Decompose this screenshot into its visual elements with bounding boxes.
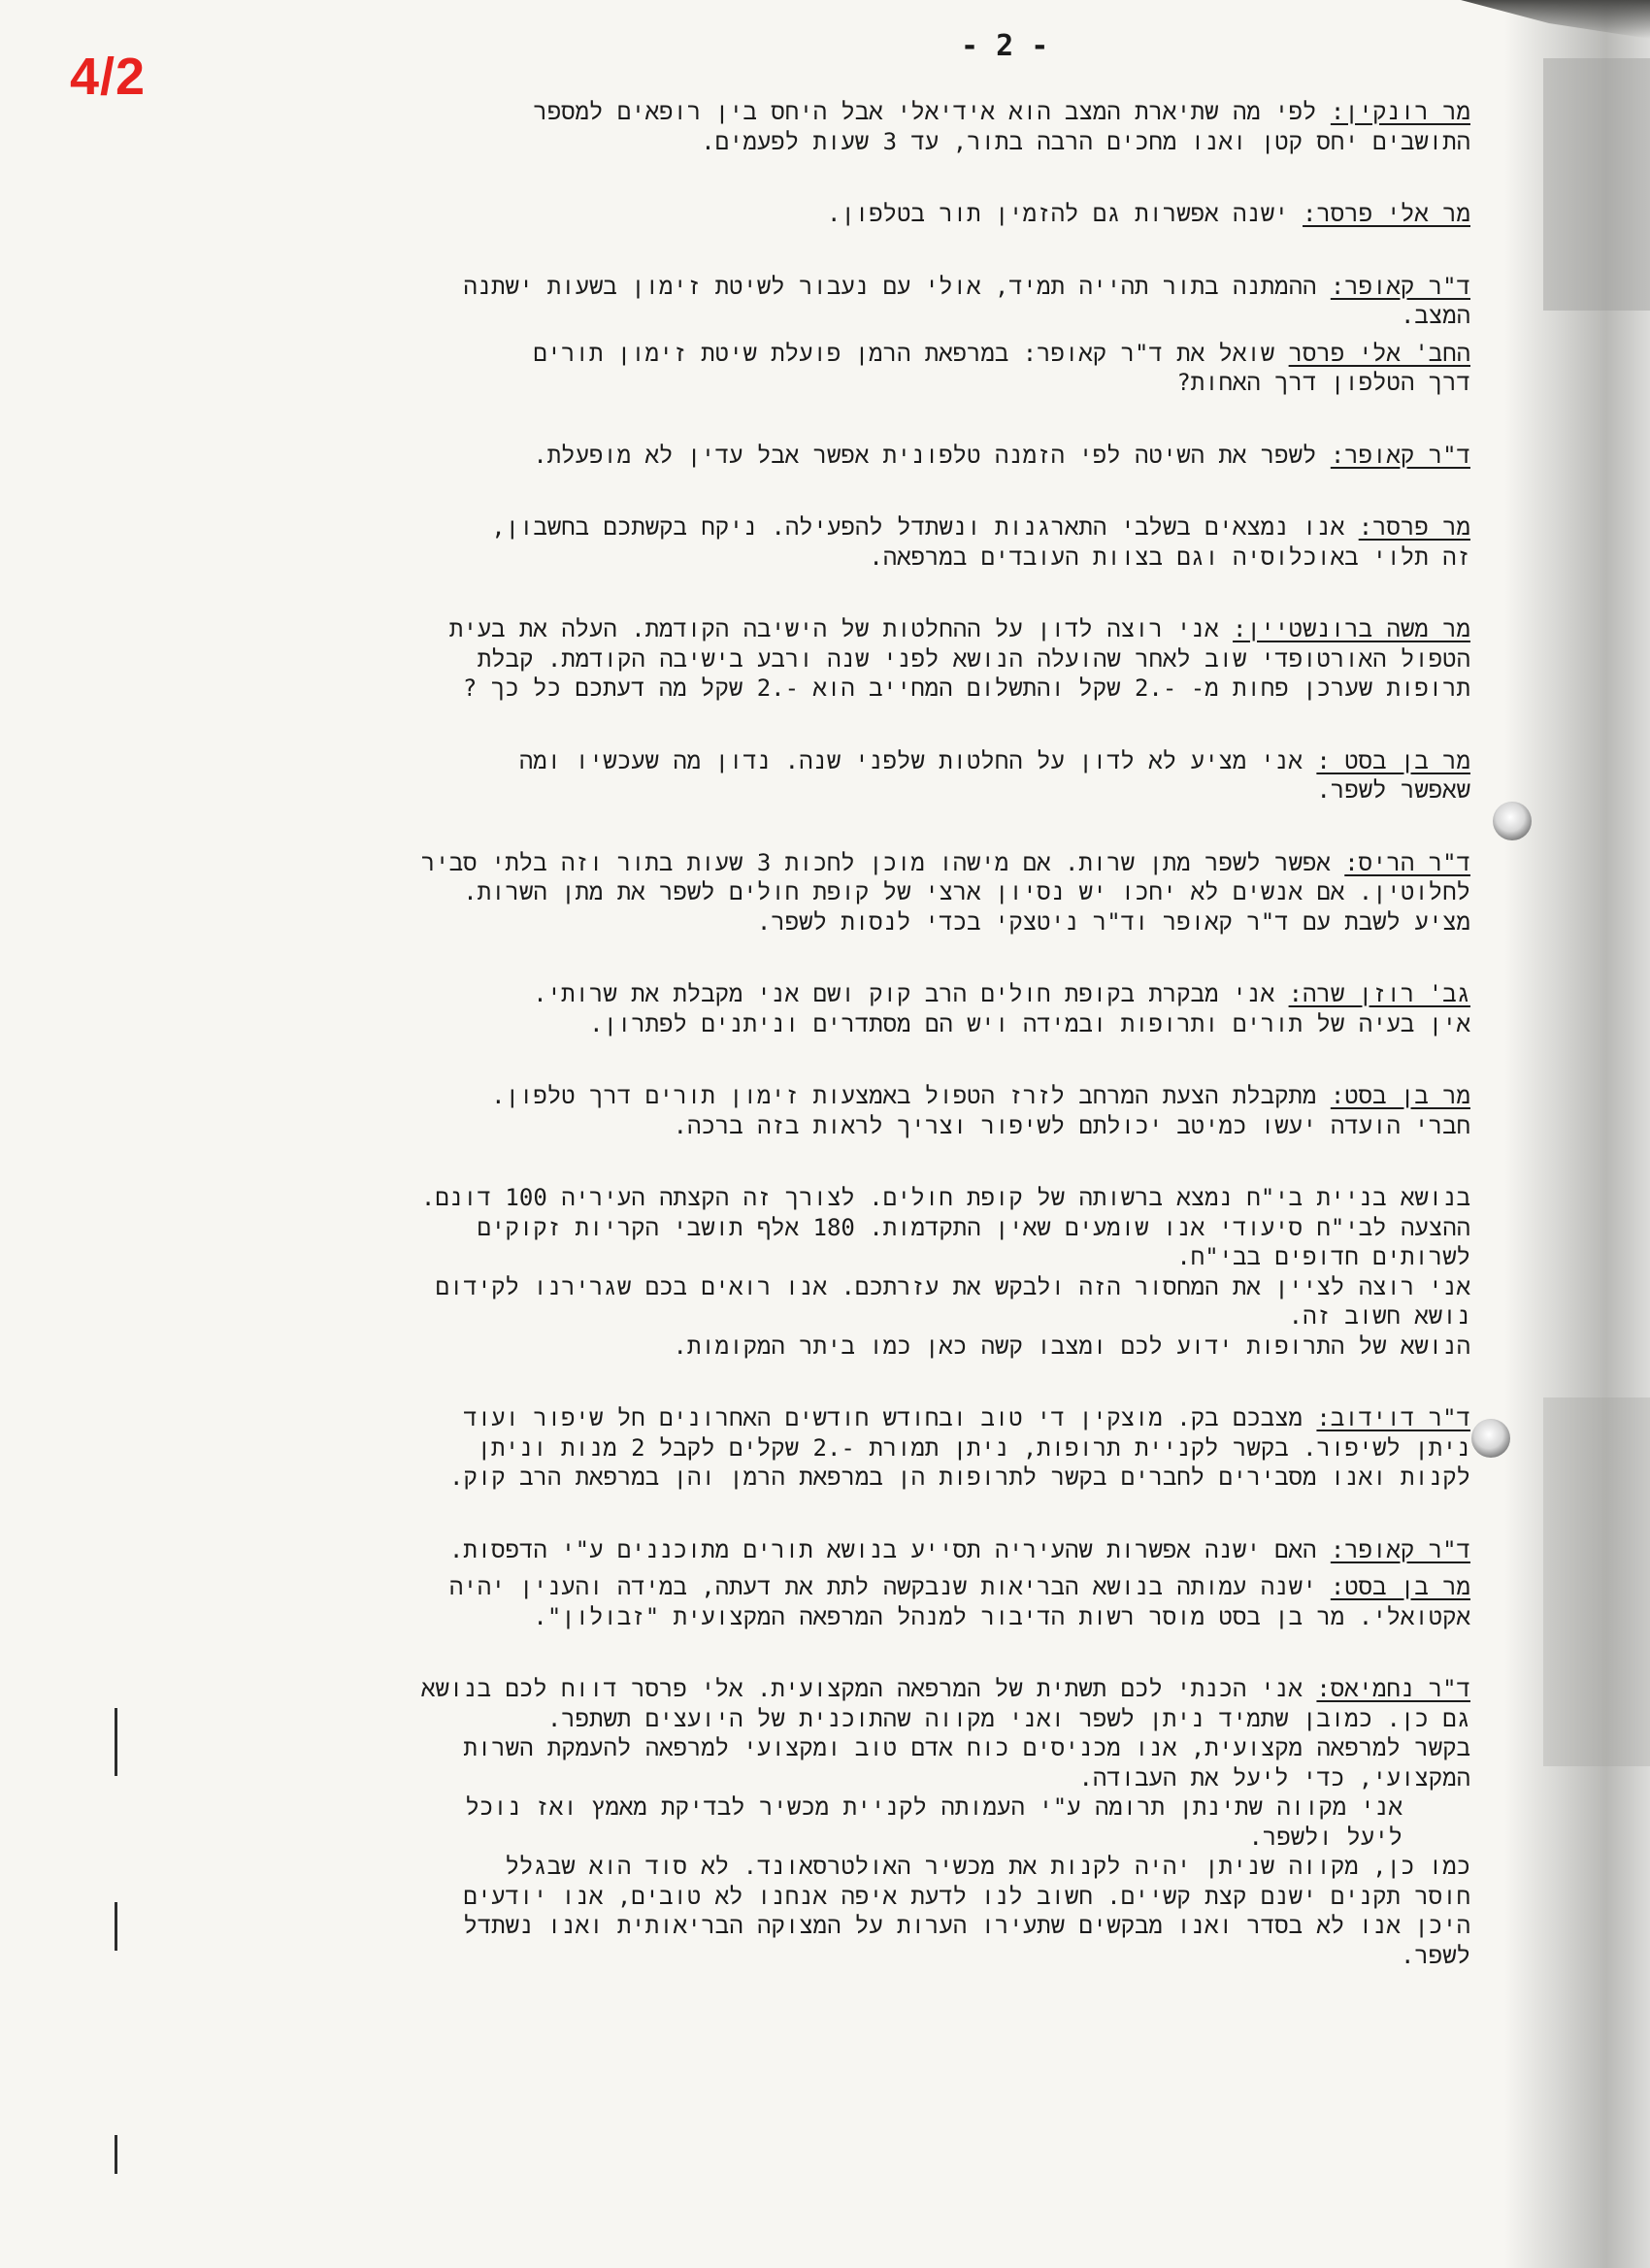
entry-text: האם ישנה אפשרות שהעיריה תסייע בנושא תורים מתוכננים ע"י הדפסות.: [448, 1535, 1317, 1563]
minutes-entry: [233, 97, 1470, 156]
entry-text: אפשר לשפר מתן שרות. אם מישהו מוכן לחכות 3 שעות בתור וזה בלתי סביר: [420, 848, 1331, 876]
entry-text: אין בעיה של תורים ותרופות ובמידה ויש הם מסתדרים וניתנים לפתרון.: [589, 1009, 1470, 1037]
entry-text: הטפול האורטופדי שוב לאחר שהועלה הנושא לפני שנה ורבע בישיבה הקודמת. קבלת: [477, 644, 1470, 673]
margin-mark: [115, 2135, 117, 2174]
minutes-entry: [233, 1535, 1470, 1565]
speaker-name: מר בן בסט:: [1330, 1573, 1470, 1600]
minutes-entry: [233, 1674, 1470, 1970]
scan-page-edge: [1504, 0, 1650, 2268]
entry-text: ניתן לשיפור. בקשר לקניית תרופות, ניתן תמורת -.2 שקלים לקבל 2 מנות וניתן: [477, 1433, 1470, 1462]
entry-text: לשרותים חדופים בבי"ח.: [1176, 1243, 1470, 1270]
entry-text: בקשר למרפאה מקצועית, אנו מכניסים כוח אדם טוב ומקצועי למרפאה להעמקת השרות: [463, 1734, 1470, 1761]
minutes-entry: [233, 1081, 1470, 1140]
speaker-name: מר משה ברונשטיין:: [1233, 615, 1470, 642]
entry-text: לחלוטין. אם אנשים לא יחכו יש נסיון ארצי של קופת חולים לשפר את מתן השרות.: [463, 878, 1470, 905]
entry-text: דרך הטלפון דרך האחות?: [1176, 369, 1470, 396]
speaker-name: ד"ר הריס:: [1344, 848, 1470, 876]
minutes-entry: [233, 339, 1470, 398]
entry-text: התושבים יחס קטן ואנו מחכים הרבה בתור, עד 3 שעות לפעמים.: [701, 127, 1470, 155]
entry-text: נושא חשוב זה.: [1288, 1302, 1470, 1330]
entry-text: אקטואלי. מר בן בסט מוסר רשות הדיבור למנהל המרפאה המקצועית "זבולון".: [533, 1602, 1470, 1630]
punch-hole-top: [1493, 802, 1532, 840]
entry-text: אני רוצה לדון על ההחלטות של הישיבה הקודמת. העלה את בעית: [448, 615, 1219, 642]
speaker-name: מר פרסר:: [1358, 513, 1470, 541]
entry-text: אני מקווה שתינתן תרומה ע"י העמותה לקניית מכשיר לבדיקת מאמץ ואז נוכל: [465, 1793, 1402, 1821]
entry-text: אני מציע לא לדון על החלטות שלפני שנה. נדון מה שעכשיו ומה: [518, 746, 1303, 774]
page-number: - 2 -: [961, 29, 1049, 63]
minutes-entry: [233, 1403, 1470, 1493]
entry-text: אני מבקרת בקופת חולים הרב קוק ושם אני מקבלת את שרותי.: [533, 980, 1275, 1007]
entry-text: בנושא בניית בי"ח נמצא ברשותה של קופת חולים. לצורך זה הקצתה העיריה 100 דונם.: [420, 1184, 1470, 1211]
page-mark: 4/2: [70, 48, 147, 106]
entry-text: אני הכנתי לכם תשתית של המרפאה המקצועית. אלי פרסר דווח לכם בנושא: [421, 1675, 1303, 1702]
speaker-name: החב' אלי פרסר: [1288, 339, 1470, 367]
entry-text: אני רוצה לציין את המחסור הזה ולבקש את עזרתכם. אנו רואים בכם שגרירנו לקידום: [435, 1272, 1470, 1300]
entry-text: מציע לשבת עם ד"ר קאופר וד"ר ניטצקי בכדי לנסות לשפר.: [756, 907, 1470, 936]
scan-edge-shade: [1543, 58, 1650, 311]
entry-text: מתקבלת הצעת המרחב לזרז הטפול באמצעות זימון תורים דרך טלפון.: [491, 1082, 1317, 1109]
entry-text: שואל את ד"ר קאופר: במרפאת הרמן פועלת שיטת זימון תורים: [533, 339, 1275, 367]
minutes-entry: [233, 199, 1470, 229]
margin-mark: [115, 1708, 117, 1776]
entry-text: כמו כן, מקווה שניתן יהיה לקנות את מכשיר האולטרסאונד. לא סוד הוא שבגלל: [505, 1853, 1470, 1880]
minutes-entry: [233, 979, 1470, 1038]
speaker-name: מר אלי פרסר:: [1303, 200, 1470, 227]
speaker-name: ד"ר קאופר:: [1330, 1535, 1470, 1563]
entry-text: ליעל ולשפר.: [1248, 1823, 1402, 1851]
minutes-body: [233, 97, 1470, 2013]
entry-text: ההצעה לבי"ח סיעודי אנו שומעים שאין התקדמות. 180 אלף תושבי הקריות זקוקים: [477, 1213, 1470, 1241]
speaker-name: ד"ר נחמיאס:: [1316, 1675, 1470, 1702]
minutes-entry: [233, 848, 1470, 937]
entry-text: המקצועי, כדי ליעל את העבודה.: [1078, 1763, 1470, 1791]
speaker-name: מר בן בסט:: [1330, 1082, 1470, 1109]
minutes-entry: [233, 1572, 1470, 1631]
entry-text: אנו נמצאים בשלבי התארגנות ונשתדל להפעילה. ניקח בקשתכם בחשבון,: [491, 513, 1345, 541]
entry-text: חוסר תקנים ישנם קצת קשיים. חשוב לנו לדעת איפה אנחנו לא טובים, אנו יודעים: [463, 1882, 1470, 1910]
entry-text: שאפשר לשפר.: [1316, 776, 1470, 804]
speaker-name: גב' רוזן שרה:: [1288, 980, 1470, 1007]
entry-text: תרופות שערכן פחות מ- -.2 שקל והתשלום המחייב הוא -.2 שקל מה דעתכם כל כך ?: [462, 674, 1470, 702]
entry-text: לשפר.: [1400, 1941, 1470, 1969]
minutes-entry: [233, 746, 1470, 805]
entry-text: לפי מה שתיארת המצב הוא אידיאלי אבל היחס בין רופאים למספר: [533, 98, 1317, 125]
minutes-entry: [233, 441, 1470, 471]
speaker-name: ד"ר קאופר:: [1330, 272, 1470, 300]
scan-edge-shade: [1543, 1397, 1650, 1766]
entry-text: היכן אנו לא בסדר ואנו מבקשים שתעירו הערות על המצוקה הבריאותית ואנו נשתדל: [463, 1912, 1470, 1939]
speaker-name: מר רונקין:: [1330, 98, 1470, 125]
minutes-entry: [233, 512, 1470, 572]
entry-text: הנושא של התרופות ידוע לכם ומצבו קשה כאן כמו ביתר המקומות.: [673, 1331, 1470, 1360]
entry-text: זה תלוי באוכלוסיה וגם בצוות העובדים במרפאה.: [869, 542, 1470, 571]
entry-text: ישנה עמותה בנושא הבריאות שנבקשה לתת את דעתה, במידה והענין יהיה: [448, 1573, 1317, 1600]
entry-text: מצבכם בק. מוצקין די טוב ובחודש חודשים האחרונים חל שיפור ועוד: [463, 1404, 1303, 1431]
minutes-entry: [233, 272, 1470, 331]
speaker-name: מר בן בסט :: [1316, 746, 1470, 774]
minutes-entry: [233, 614, 1470, 704]
entry-text: חברי הועדה יעשו כמיטב יכולתם לשיפור וצריך לראות בזה ברכה.: [673, 1111, 1470, 1139]
margin-mark: [115, 1902, 117, 1951]
punch-hole-bottom: [1471, 1419, 1510, 1458]
speaker-name: ד"ר קאופר:: [1330, 441, 1470, 469]
entry-text: המצב.: [1400, 302, 1470, 329]
entry-text: לשפר את השיטה לפי הזמנה טלפונית אפשר אבל עדין לא מופעלת.: [533, 441, 1317, 469]
speaker-name: ד"ר דוידוב:: [1316, 1404, 1470, 1431]
entry-text: לקנות ואנו מסבירים לחברים בקשר לתרופות הן במרפאת הרמן והן במרפאת הרב קוק.: [449, 1463, 1470, 1491]
minutes-entry: [233, 1183, 1470, 1361]
entry-text: ישנה אפשרות גם להזמין תור בטלפון.: [827, 200, 1289, 227]
entry-text: גם כן. כמובן שתמיד ניתן לשפר ואני מקווה שהתוכנית של היועצים תשתפר.: [546, 1704, 1470, 1732]
entry-text: ההמתנה בתור תהייה תמיד, אולי עם נעבור לשיטת זימון בשעות ישתנה: [463, 272, 1317, 300]
